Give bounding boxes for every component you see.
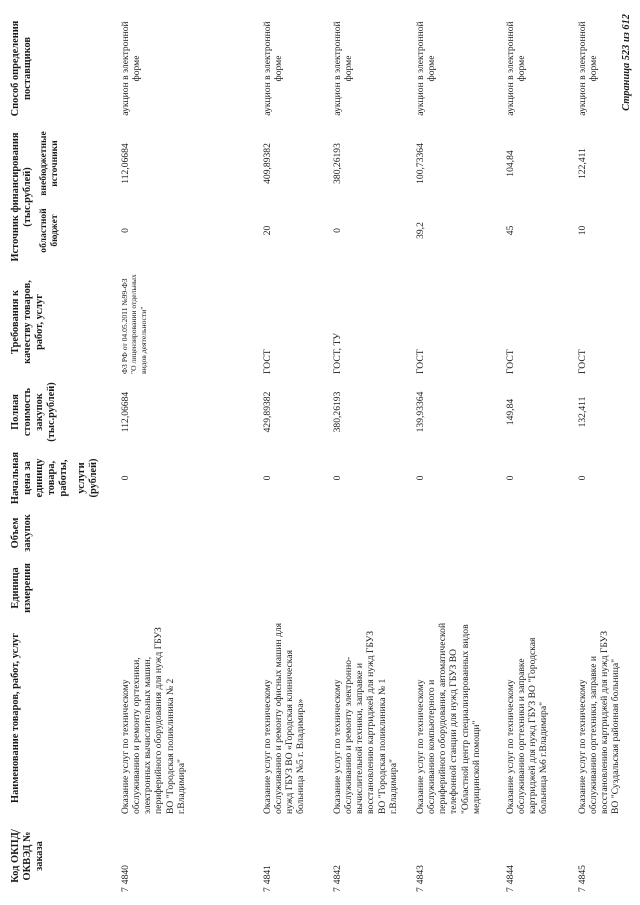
item-unit [120,557,262,619]
item-qty [262,509,332,557]
fin-regional: 45 [505,225,516,236]
fin-offbudget: 104,84 [505,150,516,177]
table-row [577,10,637,895]
item-unit [577,557,637,619]
item-method: аукцион в электронной форме [262,21,285,116]
table-row [120,10,262,895]
item-requirements: ГОСТ [505,349,516,374]
fin-regional: 39,2 [415,222,426,239]
item-unit [415,557,505,619]
item-price: 0 [332,475,343,481]
header-financing-title: Источник финансирования (тыс.рублей) [10,132,34,262]
fin-offbudget: 100,73364 [415,143,426,184]
order-code: 7 4845 [577,865,588,892]
item-financing [120,127,262,267]
item-full-cost: 149,84 [505,398,516,426]
header-financing [8,127,60,267]
item-full-cost: 139,93364 [415,391,426,433]
item-unit [505,557,577,619]
item-method: аукцион в электронной форме [415,21,438,116]
item-financing [505,127,577,267]
item-name: Оказание услуг по техническому обслуживанию компьютерного и периферийного оборудования, автоматической телефонной станции для нужд ГБУЗ ВО "Областной центр специализированных видов медицинской помощи" [415,622,482,814]
item-method: аукцион в электронной форме [120,21,143,116]
fin-offbudget: 409,89382 [262,143,273,184]
item-name: Оказание услуг по техническому обслуживанию и ремонту электронно-вычислительной техники, заправке и восстановлению картриджей для нужд ГБУЗ ВО "Городская поликлиника № 1 г.Владимира" [332,630,399,814]
order-code: 7 4840 [120,865,131,892]
item-method: аукцион в электронной форме [577,21,600,116]
item-price: 0 [262,475,273,481]
header-fin-regional: областной бюджет [38,208,61,253]
item-method: аукцион в электронной форме [505,21,528,116]
item-price: 0 [505,475,516,481]
item-name: Оказание услуг по техническому обслуживанию оргтехники, заправке и восстановлению картриджей для нужд ГБУЗ ВО "Суздальская районная больница" [577,630,622,814]
item-price: 0 [577,475,588,481]
item-price: 0 [120,475,131,481]
header-method: Способ определения поставщиков [10,20,34,117]
item-full-cost: 380,26193 [332,391,343,433]
item-method: аукцион в электронной форме [332,21,355,116]
item-requirements: ГОСТ [262,349,273,374]
item-full-cost: 429,89382 [262,391,273,433]
item-requirements: ГОСТ [577,349,588,374]
order-code: 7 4841 [262,865,273,892]
item-qty [505,509,577,557]
order-code: 7 4844 [505,865,516,892]
item-unit [332,557,415,619]
header-qty: Объем закупок [10,514,34,552]
header-price-main: Начальная цена за единицу товара, работы, [10,451,70,505]
item-name: Оказание услуг по техническому обслуживанию оргтехники и заправке картриджей для нужд ГБУЗ ВО "Городская больница №6 г.Владимира" [505,637,550,814]
fin-offbudget: 112,06684 [120,143,131,184]
order-code: 7 4842 [332,865,343,892]
item-name: Оказание услуг по техническому обслуживанию и ремонту оргтехники, электронных вычислительных машин, периферийного оборудования для нужд ГБУЗ ВО "Городская поликлиника № 2 г.Владимира" [120,627,187,814]
item-price: 0 [415,475,426,481]
header-price-unit: услуги (рублей) [76,458,100,498]
item-full-cost: 132,411 [577,396,588,428]
table-row [415,10,505,895]
header-unit: Единица измерения [10,563,34,613]
item-name: Оказание услуг по техническому обслуживанию и ремонту офисных машин для нужд ГБУЗ ВО «Городская клиническая больница №5 г. Владимира» [262,622,307,814]
header-fin-offbudget: внебюджетные источники [38,131,61,196]
fin-regional: 20 [262,225,273,236]
item-qty [415,509,505,557]
header-price [8,447,100,509]
item-qty [332,509,415,557]
header-full-cost: Полная стоимость закупок (тыс.рублей) [10,382,58,442]
table-row [332,10,415,895]
item-requirements: ГОСТ, ТУ [332,332,343,374]
item-financing [577,127,637,267]
header-requirements: Требования к качеству товаров, работ, услуг [10,280,46,364]
item-financing [332,127,415,267]
page-number: Страница 523 из 612 [621,14,632,111]
fin-regional: 0 [120,228,131,233]
table-header [8,10,120,895]
fin-offbudget: 122,411 [577,148,588,179]
header-code: Код ОКПД/ ОКВЭД № заказа [10,829,46,883]
item-financing [415,127,505,267]
fin-regional: 10 [577,225,588,236]
item-unit [262,557,332,619]
order-code: 7 4843 [415,865,426,892]
procurement-table [8,10,637,895]
header-name: Наименование товаров, работ, услуг [10,633,21,803]
fin-offbudget: 380,26193 [332,143,343,184]
fin-regional: 0 [332,228,343,233]
item-requirements: ГОСТ [415,349,426,374]
item-financing [262,127,332,267]
item-requirements: ФЗ РФ от 04.05.2011 №99-ФЗ "О лицензировании отдельных видов деятельности" [120,274,148,374]
item-full-cost: 112,06684 [120,391,131,433]
table-row [262,10,332,895]
table-row [505,10,577,895]
item-qty [120,509,262,557]
item-qty [577,509,637,557]
